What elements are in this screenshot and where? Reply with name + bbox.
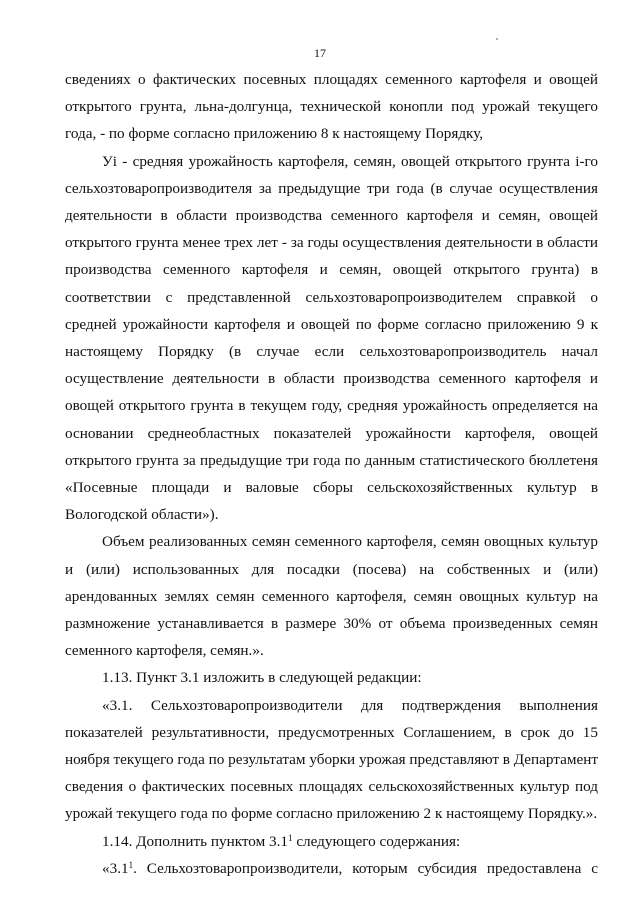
- item-1-14-text: 1.14. Дополнить пунктом 3.1: [102, 832, 289, 850]
- paragraph-item-1-14: [65, 828, 598, 855]
- item-1-14-text-end: следующего содержания:: [292, 832, 461, 850]
- document-body: [65, 66, 598, 882]
- paragraph-clause-3-1: «3.1. Сельхозтоваропроизводители для подтверждения выполнения показателей результативности, предусмотренных Соглашением, в срок до 15 ноября текущего года по результатам уборки урожая представляют в Департамент сведения о фактических посевных площадях сельскохозяйственных культур под урожай текущего года по форме согласно приложению 2 к настоящему Порядку.».: [65, 696, 598, 823]
- paragraph-continuation: сведениях о фактических посевных площадях семенного картофеля и овощей открытого грунта, льна-долгунца, технической конопли под урожай текущего года, - по форме согласно приложению 8 к настоящему Порядку,: [65, 71, 598, 143]
- paragraph-yield-definition: Уi - средняя урожайность картофеля, семян, овощей открытого грунта i-го сельхозтоваропроизводителя за предыдущие три года (в случае осуществления деятельности в области производства семенного картофеля и семян, овощей открытого грунта менее трех лет - за годы осуществления деятельности в области производства семенного картофеля и семян, овощей открытого грунта) в соответствии с представленной сельхозтоваропроизводителем справкой о средней урожайности картофеля и овощей по форме согласно приложению 9 к настоящему Порядку (в случае если сельхозтоваропроизводитель начал осуществление деятельности в области производства семенного картофеля и овощей открытого грунта в текущем году, средняя урожайность определяется на основании среднеобластных показателей урожайности картофеля, овощей открытого грунта за предыдущие три года по данным статистического бюллетеня «Посевные площади и валовые сборы сельскохозяйственных культур в Вологодской области»).: [65, 152, 598, 524]
- superscript: 1: [128, 859, 134, 870]
- page-number: 17: [314, 46, 326, 60]
- paragraph-item-1-13: 1.13. Пункт 3.1 изложить в следующей редакции:: [102, 669, 422, 687]
- scan-dot: [496, 38, 498, 40]
- clause-3-1-1-start: «3.1: [102, 859, 129, 877]
- clause-3-1-1-text: . Сельхозтоваропроизводители, которым субсидия предоставлена с: [133, 859, 598, 877]
- paragraph-clause-3-1-1: [65, 855, 598, 882]
- paragraph-seed-volume: Объем реализованных семян семенного картофеля, семян овощных культур и (или) использованных для посадки (посева) на собственных и (или) арендованных землях семян семенного картофеля, семян овощных культур на размножение устанавливается в размере 30% от объема произведенных семян семенного картофеля, семян.».: [65, 533, 598, 660]
- superscript: 1: [288, 832, 293, 843]
